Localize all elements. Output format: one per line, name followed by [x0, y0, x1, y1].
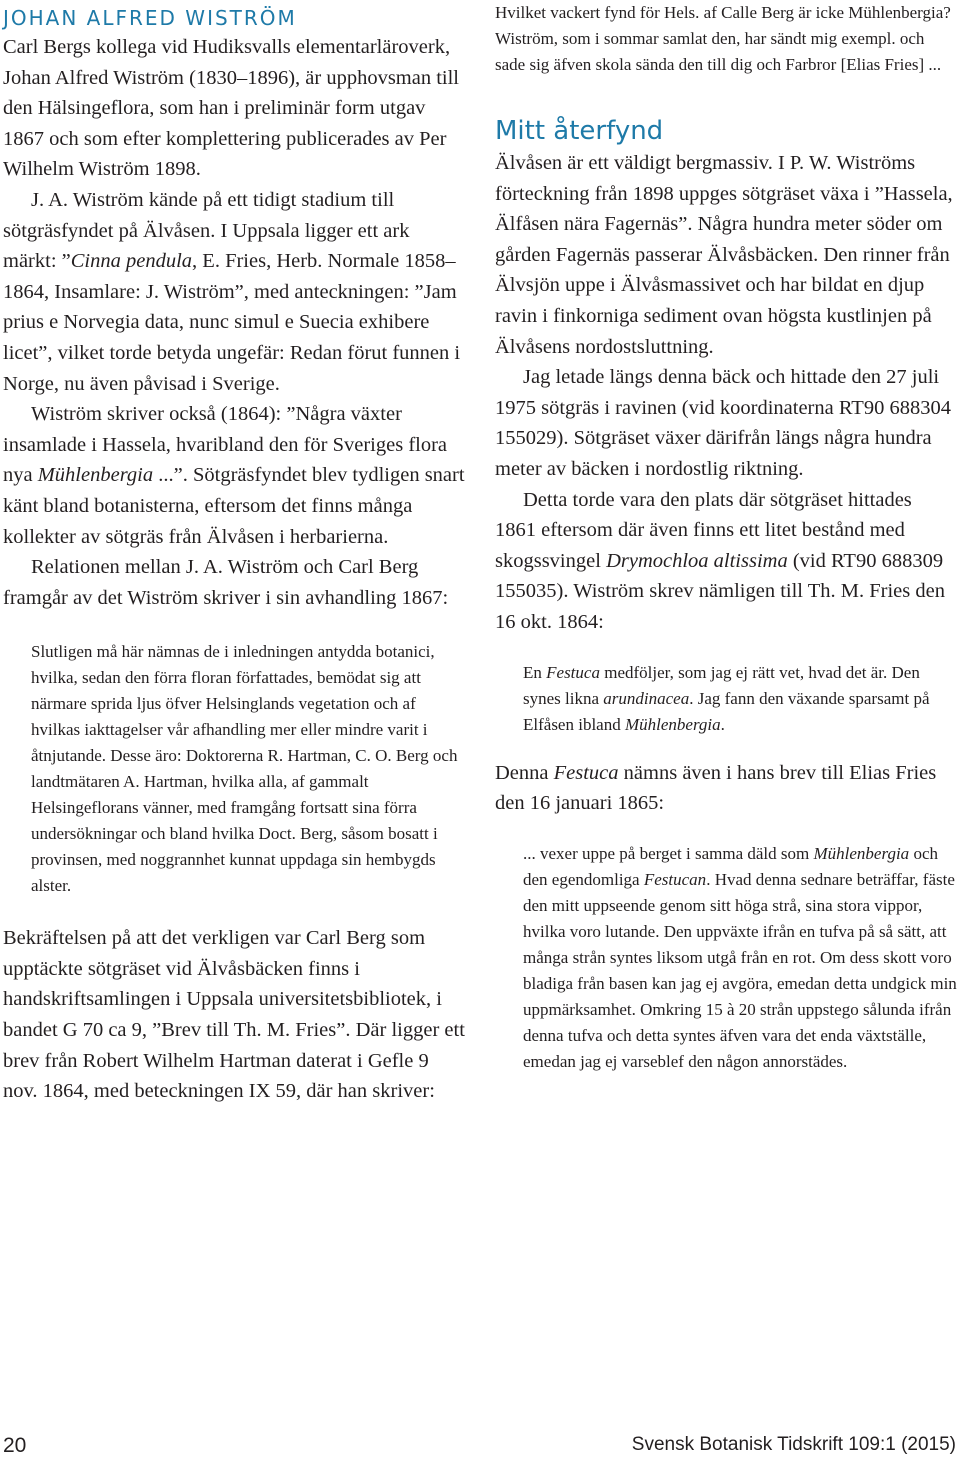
paragraph: Relationen mellan J. A. Wiström och Carl Berg framgår av det Wiström skriver i sin avhandling 1867: — [3, 556, 449, 609]
block-quote: Hvilket vackert fynd för Hels. af Calle Berg är icke Mühlenbergia? Wiström, som i sommar samlat den, har sändt mig exempl. och sade sig äfven skola sända den till dig och Farbror [Elias Fries] ... — [495, 3, 951, 74]
paragraph: Bekräftelsen på att det verkligen var Carl Berg som upptäckte sötgräset vid Älvåsbäcken finns i handskriftsamlingen i Uppsala universitetsbibliotek, i bandet G 70 ca 9, ”Brev till Th. M. Fries”. Där ligger ett brev från Robert Wilhelm Hartman daterat i Gefle 9 nov. 1864, med beteckningen IX 59, där han skriver: — [3, 927, 465, 1103]
paragraph: Carl Bergs kollega vid Hudiksvalls elementarläroverk, Johan Alfred Wiström (1830–1896), är upphovsman till den Hälsingeflora, som han i preliminär form utgav 1867 och som efter komplettering publicerades av Per Wilhelm Wiström 1898. — [3, 36, 460, 181]
paragraph: Jag letade längs denna bäck och hittade den 27 juli 1975 sötgräs i ravinen (vid koordinaterna RT90 688304 155029). Sötgräset växer därifrån längs några hundra meter av bäcken i nordostlig riktning. — [495, 366, 951, 480]
right-column — [495, 0, 957, 1075]
section-heading: Mitt återfynd — [495, 116, 664, 146]
paragraph: Detta torde vara den plats där sötgräset hittades 1861 eftersom där även finns ett litet bestånd med skogssvingel Drymochloa altissima (vid RT90 688309 155035). Wiström skrev nämligen till Th. M. Fries den 16 okt. 1864: — [495, 488, 945, 633]
block-quote: ... vexer uppe på berget i samma däld som Mühlenbergia och den egendomliga Festucan. Hvad denna sednare beträffar, fäste den mitt uppseende genom sitt höga strå, sina stora vippor, hvilka voro lutande. Den uppväxte ifrån en tufva på så sätt, att många strån syntes liksom utgå från en rot. Om dess skott voro bladiga från basen kan jag ej avgöra, emedan detta undgick min uppmärksamhet. Omkring 15 à 20 strån uppstego sålunda ifrån denna tufva och detta syntes äfven vara det enda växtställe, emedan jag ej varseblef den någon annorstädes. — [523, 843, 957, 1071]
block-quote: En Festuca medföljer, som jag ej rätt vet, hvad det är. Den synes likna arundinacea. Jag fann den växande sparsamt på Elfåsen ibland Mühlenbergia. — [523, 662, 930, 734]
page-footer — [0, 1432, 960, 1459]
journal-citation: Svensk Botanisk Tidskrift 109:1 (2015) — [631, 1434, 956, 1455]
paragraph: Denna Festuca nämns även i hans brev till Elias Fries den 16 januari 1865: — [495, 761, 937, 815]
paragraph: J. A. Wiström kände på ett tidigt stadium till sötgräsfyndet på Älvåsen. I Uppsala ligger ett ark märkt: ”Cinna pendula, E. Fries, Herb. Normale 1858–1864, Insamlare: J. Wiström”, med anteckningen: ”Jam prius e Norvegia data, nunc simul e Suecia exhibere licet”, vilket torde betyda ungefär: Redan förut funnen i Norge, nu även påvisad i Sverige. — [3, 188, 461, 395]
paragraph: Älvåsen är ett väldigt bergmassiv. I P. W. Wiströms förteckning från 1898 uppges sötgräset växa i ”Hassela, Älfåsen nära Fagernäs”. Några hundra meter söder om gården Fagernäs passerar Älvåsbäcken. Den rinner från Älvsjön uppe i Älvåsmassivet och har bildat en djup ravin i finkorniga sediment ovan högsta kustlinjen på Älvåsens nordostsluttning. — [495, 152, 953, 358]
block-quote: Slutligen må här nämnas de i inledningen antydda botanici, hvilka, sedan den förra floran författades, bemödat sig att närmare sprida ljus öfver Helsinglands vegetation och af hvilkas iakttagelser vår afhandling mer eller mindre varit i åtnjutande. Desse äro: Doktorerna R. Hartman, C. O. Berg och landtmätaren A. Hartman, hvilka alla, af gammalt Helsingeflorans vänner, med framgång fortsatt sina förra undersökningar och bland hvilka Doct. Berg, såsom bosatt i provinsen, med noggrannhet kunnat uppdaga sin hembygds alster. — [31, 642, 458, 896]
left-column — [3, 0, 465, 1107]
paragraph: Wiström skriver också (1864): ”Några växter insamlade i Hassela, hvaribland den för Sveriges flora nya Mühlenbergia ...”. Sötgräsfyndet blev tydligen snart känt bland botanisterna, eftersom det finns många kollekter av sötgräs från Älvåsen i herbarierna. — [3, 403, 465, 548]
page-number: 20 — [3, 1434, 27, 1457]
section-heading: JOHAN ALFRED WISTRÖM — [3, 6, 297, 30]
